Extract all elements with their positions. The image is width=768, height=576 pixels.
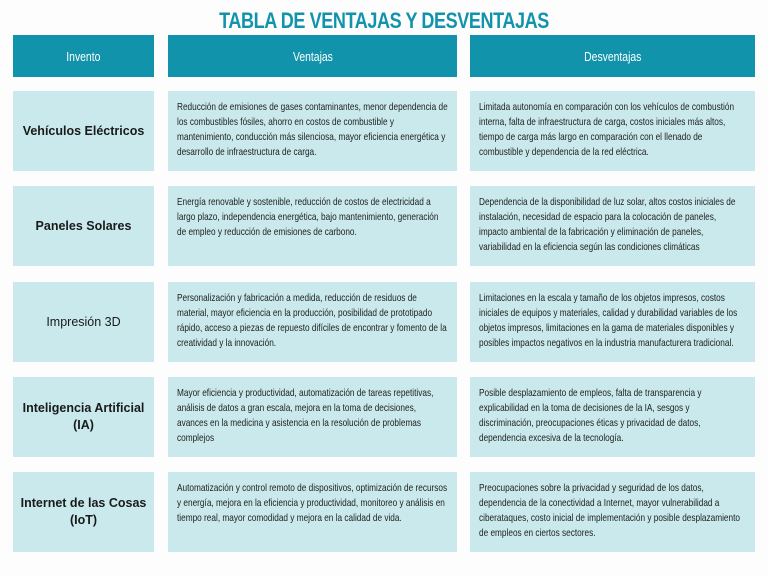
ventajas-cell (168, 377, 457, 457)
desventajas-cell (470, 91, 755, 171)
invento-name: Impresión 3D (46, 314, 121, 329)
desventajas-text: Limitada autonomía en comparación con los vehículos de combustión interna, falta de infraestructura de carga, costos iniciales más altos, tiempo de carga más largo en comparación con el llenado de combustible y dependencia de la red eléctrica. (479, 102, 735, 158)
ventajas-cell (168, 282, 457, 362)
header-invento-label: Invento (66, 48, 101, 64)
invento-name: Inteligencia Artificial (IA) (22, 401, 145, 432)
ventajas-text: Mayor eficiencia y productividad, automatización de tareas repetitivas, análisis de datos a gran escala, mejora en la toma de decisiones, avances en la medicina y asistencia en la resolución de problemas complejos (177, 388, 434, 444)
page-title: TABLA DE VENTAJAS Y DESVENTAJAS (219, 8, 549, 33)
header-ventajas (168, 35, 457, 77)
header-desventajas (470, 35, 755, 77)
invento-cell (13, 377, 154, 457)
invento-name: Vehículos Eléctricos (22, 123, 145, 138)
desventajas-cell (470, 472, 755, 552)
desventajas-text: Posible desplazamiento de empleos, falta de transparencia y explicabilidad en la toma de decisiones de la IA, sesgos y discriminación, preocupaciones éticas y privacidad de datos, dependencia excesiva de la tecnología. (479, 388, 702, 444)
desventajas-text: Dependencia de la disponibilidad de luz solar, altos costos iniciales de instalación, necesidad de espacio para la colocación de paneles, impacto ambiental de la fabricación y eliminación de paneles, variabilidad en la eficiencia según las condiciones climáticas (479, 197, 736, 253)
invento-cell (13, 186, 154, 266)
desventajas-text: Preocupaciones sobre la privacidad y seguridad de los datos, dependencia de la conectividad a Internet, mayor vulnerabilidad a ciberataques, costo inicial de implementación y posible desplazamiento de empleos en ciertos sectores. (479, 483, 741, 539)
invento-cell (13, 91, 154, 171)
ventajas-text: Reducción de emisiones de gases contaminantes, menor dependencia de los combustibles fósiles, ahorro en costos de combustible y mantenimiento, conducción más silenciosa, mayor eficiencia energética y desarrollo de infraestructura de carga. (177, 102, 448, 158)
invento-cell (13, 282, 154, 362)
header-desventajas-label: Desventajas (583, 48, 642, 64)
ventajas-text: Energía renovable y sostenible, reducción de costos de electricidad a largo plazo, independencia energética, bajo mantenimiento, generación de empleo y reducción de emisiones de carbono. (177, 197, 439, 238)
desventajas-cell (470, 377, 755, 457)
ventajas-text: Personalización y fabricación a medida, reducción de residuos de material, mayor eficiencia en la producción, posibilidad de prototipado rápido, acceso a piezas de repuesto difíciles de encontrar y fomento de la creatividad y la innovación. (177, 293, 447, 349)
ventajas-cell (168, 91, 457, 171)
desventajas-text: Limitaciones en la escala y tamaño de los objetos impresos, costos iniciales de equipos y materiales, calidad y durabilidad variables de los objetos impresos, limitaciones en la gama de materiales disponibles y posibles impactos negativos en la industria manufacturera tradicional. (479, 293, 738, 349)
invento-name: Paneles Solares (35, 218, 132, 233)
invento-cell (13, 472, 154, 552)
table-row (0, 91, 768, 171)
desventajas-cell (470, 186, 755, 266)
ventajas-text: Automatización y control remoto de dispositivos, optimización de recursos y energía, mejora en la eficiencia y productividad, monitoreo y análisis en tiempo real, mayor comodidad y mejora en la calidad de vida. (177, 483, 448, 524)
table-row (0, 186, 768, 266)
table-row (0, 377, 768, 457)
ventajas-cell (168, 472, 457, 552)
ventajas-cell (168, 186, 457, 266)
table-row (0, 282, 768, 362)
table-row (0, 472, 768, 552)
header-invento (13, 35, 154, 77)
desventajas-cell (470, 282, 755, 362)
header-ventajas-label: Ventajas (292, 48, 333, 64)
invento-name: Internet de las Cosas (IoT) (20, 496, 147, 527)
